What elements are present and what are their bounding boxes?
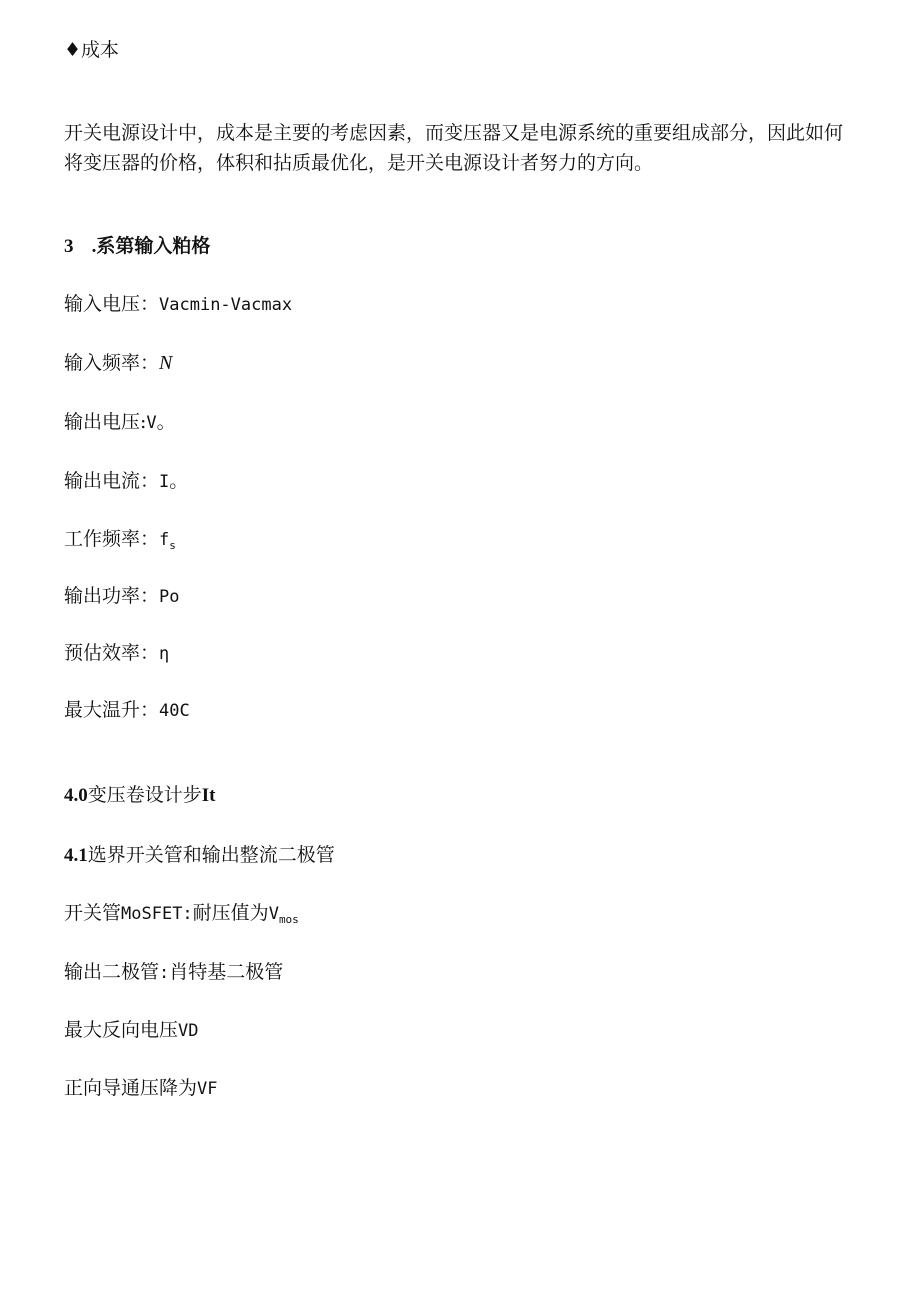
mosfet-label-b: MoSFET: <box>121 904 193 924</box>
cost-paragraph: 开关电源设计中，成本是主要的考虑因素，而变压器又是电源系统的重要组成部分，因此如何将变压器的价格，体积和拈质最优化，是开关电源设计者努力的方向。 <box>64 122 844 174</box>
cost-heading-title: 成本 <box>81 39 120 61</box>
spec-working-frequency <box>64 525 176 556</box>
section4-title-suffix: It <box>201 785 216 806</box>
spec-label: 输入频率： <box>64 352 160 374</box>
spec-value: V <box>146 413 157 433</box>
spec-label: 工作频率： <box>64 528 160 550</box>
mosfet-subscript: mos <box>278 913 299 926</box>
section41-title: 选界开关管和输出整流二极管 <box>87 844 335 866</box>
spec-efficiency <box>64 639 169 668</box>
mosfet-label-c: 耐压值为 <box>192 902 269 924</box>
cost-heading <box>64 36 119 64</box>
max-reverse-label: 最大反向电压 <box>64 1019 179 1041</box>
section41-number: 4.1 <box>64 845 88 866</box>
diamond-bullet-icon: ♦ <box>64 39 82 61</box>
section4-heading <box>64 781 216 810</box>
spec-label: 最大温升： <box>64 699 160 721</box>
section41-heading <box>64 841 335 870</box>
spec-input-voltage <box>64 290 292 319</box>
section3-title: .系第输入粕格 <box>91 236 211 257</box>
spec-output-current <box>64 467 188 496</box>
section3-number: 3 <box>64 236 74 257</box>
forward-drop-value: VF <box>197 1079 218 1099</box>
section4-number: 4.0 <box>64 785 88 806</box>
spec-output-voltage <box>64 408 176 437</box>
spec-value: 40C <box>159 701 190 721</box>
diode-label-c: 肖特基二极管 <box>169 961 284 983</box>
spec-value: η <box>159 644 170 664</box>
spec-suffix: 。 <box>156 411 176 433</box>
mosfet-label-a: 开关管 <box>64 902 122 924</box>
spec-max-temp-rise <box>64 696 190 725</box>
spec-label: 预估效率： <box>64 642 160 664</box>
forward-drop-label: 正向导通压降为 <box>64 1077 198 1099</box>
spec-input-frequency <box>64 349 172 377</box>
spec-value: I <box>159 472 170 492</box>
spec-suffix: 。 <box>169 470 189 492</box>
spec-value: f <box>159 530 170 550</box>
spec-label: 输出电压: <box>64 411 147 433</box>
spec-label: 输出电流： <box>64 470 160 492</box>
diode-label-a: 输出二极管 <box>64 961 160 983</box>
spec-output-power <box>64 582 180 611</box>
max-reverse-line <box>64 1016 199 1045</box>
spec-label: 输出功率： <box>64 585 160 607</box>
diode-line <box>64 958 283 987</box>
mosfet-line <box>64 899 299 930</box>
spec-value: N <box>159 352 173 374</box>
max-reverse-value: VD <box>178 1021 199 1041</box>
spec-label: 输入电压： <box>64 293 160 315</box>
section4-title: 变压卷设计步 <box>87 784 202 806</box>
spec-value: Po <box>159 587 180 607</box>
section3-heading <box>64 232 210 261</box>
spec-subscript: s <box>169 539 176 552</box>
spec-value: Vacmin-Vacmax <box>159 295 293 315</box>
diode-label-b: : <box>159 963 170 983</box>
forward-drop-line <box>64 1074 218 1103</box>
mosfet-value: V <box>268 904 279 924</box>
